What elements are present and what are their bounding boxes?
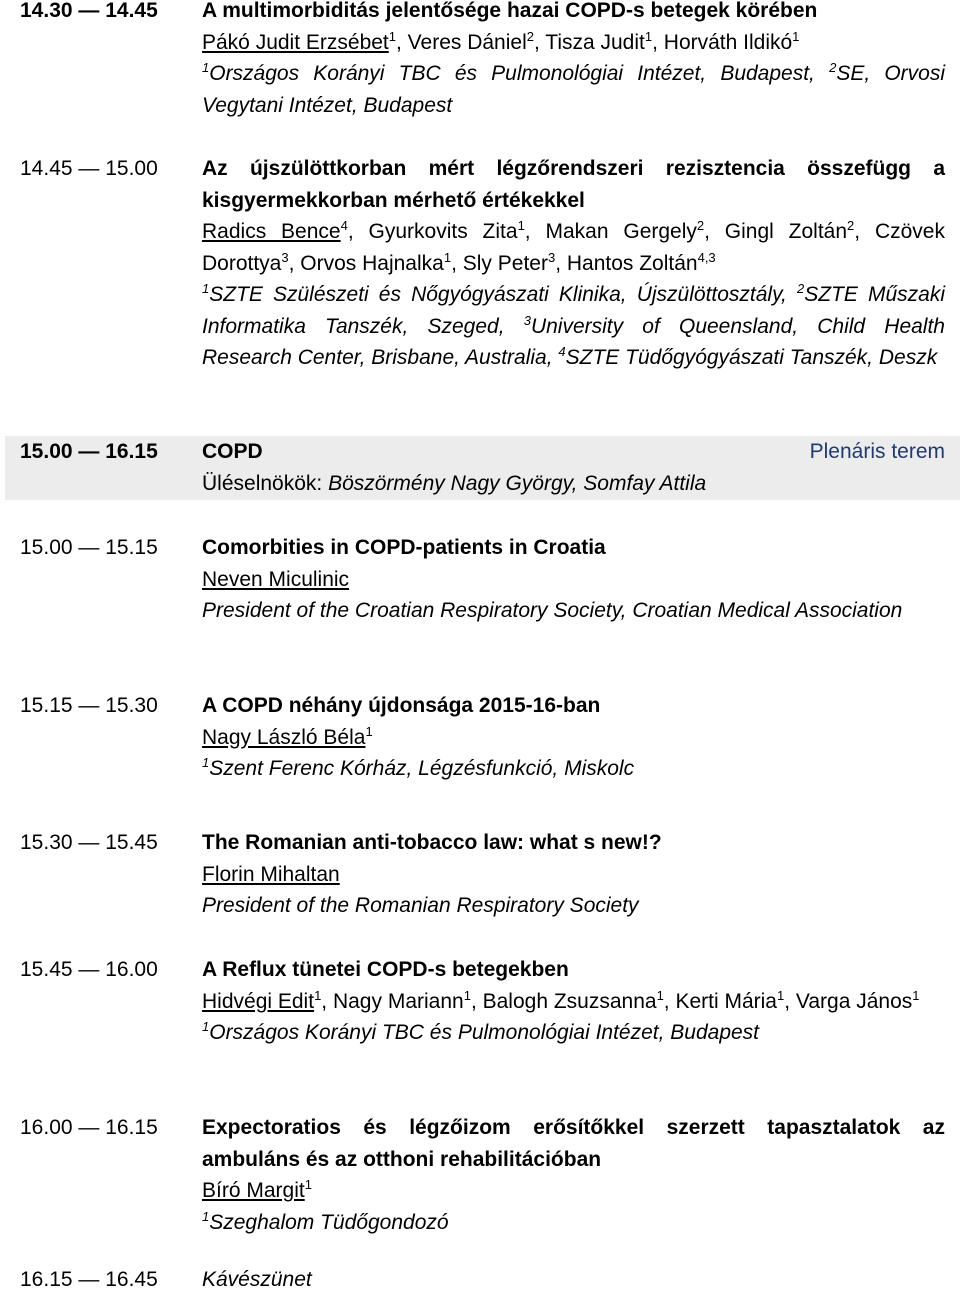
author-sup: 3 xyxy=(547,249,556,265)
program-item-content xyxy=(202,690,945,785)
affiliation-sup: 1 xyxy=(202,1208,210,1224)
author-name: , Balogh Zsuzsanna xyxy=(470,989,657,1013)
session-header xyxy=(5,436,960,500)
presenter-name: Hidvégi Edit xyxy=(202,989,315,1013)
author-sup: 2 xyxy=(696,218,705,233)
author-sup: 1 xyxy=(463,987,471,1003)
author-sup: 2 xyxy=(526,28,534,44)
program-item-content xyxy=(202,153,945,374)
author-name: , Makan Gergely xyxy=(524,220,697,243)
session-time: 15.00 — 16.15 xyxy=(20,440,158,463)
author-sup: 1 xyxy=(388,28,396,44)
affiliation-text: SZTE Tüdőgyógyászati Tanszék, Deszk xyxy=(565,346,938,369)
affiliation-list xyxy=(202,1017,945,1049)
affiliation-text: SZTE Szülészeti és Nőgyógyászati Klinika, Újszülöttosztály, xyxy=(209,283,797,306)
affiliation-sup: 1 xyxy=(202,281,210,296)
author-name: , Hantos Zoltán xyxy=(555,251,698,275)
affiliation-sup: 1 xyxy=(202,755,210,770)
session-title: COPD xyxy=(202,440,263,463)
author-name: , Horváth Ildikó xyxy=(652,30,793,54)
program-item-content xyxy=(202,1264,945,1296)
presenter-name: Bíró Margit xyxy=(202,1179,305,1202)
affiliation-sup: 3 xyxy=(523,312,531,328)
author-sup: 4 xyxy=(340,218,348,233)
presenter-name: Radics Bence xyxy=(202,220,341,243)
session-chairs-names: Böszörmény Nagy György, Somfay Attila xyxy=(328,471,707,495)
author-list xyxy=(202,986,945,1018)
author-name: , Veres Dániel xyxy=(396,30,527,54)
author-name: , Czövek Dorottya xyxy=(202,220,945,275)
affiliation-text: University of Queensland, Child Health Research Center, Brisbane, Australia, xyxy=(202,314,945,369)
affiliation-text: President of the Romanian Respiratory Society xyxy=(202,894,639,917)
session-chairs xyxy=(202,468,945,500)
presenter-name: Neven Miculinic xyxy=(202,567,350,591)
author-list xyxy=(202,216,945,279)
affiliation-text: Országos Korányi TBC és Pulmonológiai Intézet, Budapest, xyxy=(209,62,830,85)
affiliation-list xyxy=(202,753,945,785)
presenter-name: Florin Mihaltan xyxy=(202,862,340,886)
affiliation-list xyxy=(202,279,945,374)
session-room: Plenáris terem xyxy=(809,440,945,463)
affiliation-sup: 1 xyxy=(202,1019,210,1034)
affiliation-text: SZTE Műszaki Informatika Tanszék, Szeged, xyxy=(202,283,945,338)
author-sup: 1 xyxy=(304,1177,312,1192)
author-list xyxy=(202,859,945,891)
author-sup: 1 xyxy=(517,218,525,233)
affiliation-text: President of the Croatian Respiratory Society, Croatian Medical Association xyxy=(202,599,903,622)
author-list xyxy=(202,1175,945,1207)
affiliation-list xyxy=(202,58,945,121)
author-list xyxy=(202,27,945,59)
affiliation-sup: 4 xyxy=(558,344,566,359)
coffee-break-label: Kávészünet xyxy=(202,1268,312,1291)
talk-title: A COPD néhány újdonsága 2015-16-ban xyxy=(202,694,601,717)
presenter-name: Pákó Judit Erzsébet xyxy=(202,30,389,54)
author-list xyxy=(202,722,945,754)
talk-title: Expectoratios és légzőizom erősítőkkel szerzett tapasztalatok az ambuláns és az otthoni rehabilitációban xyxy=(202,1116,945,1171)
author-sup: 1 xyxy=(792,28,800,44)
time-slot: 14.30 — 14.45 xyxy=(20,0,158,22)
presenter-name: Nagy László Béla xyxy=(202,725,366,749)
affiliation-list xyxy=(202,1207,945,1239)
talk-title: Comorbities in COPD-patients in Croatia xyxy=(202,536,606,559)
talk-title: A Reflux tünetei COPD-s betegekben xyxy=(202,958,569,981)
author-name: , Varga János xyxy=(784,989,913,1013)
affiliation-sup: 1 xyxy=(202,60,210,75)
talk-title: A multimorbiditás jelentősége hazai COPD-s betegek körében xyxy=(202,0,818,22)
talk-title: The Romanian anti-tobacco law: what s new!? xyxy=(202,831,662,854)
author-sup: 1 xyxy=(443,249,452,265)
author-sup: 1 xyxy=(656,987,664,1003)
author-name: , Kerti Mária xyxy=(663,989,777,1013)
program-item-content xyxy=(202,827,945,922)
author-name: , Gingl Zoltán xyxy=(704,220,848,243)
author-name: , Gyurkovits Zita xyxy=(347,220,518,243)
time-slot: 14.45 — 15.00 xyxy=(20,157,158,180)
author-name: , Nagy Mariann xyxy=(321,989,464,1013)
author-sup: 1 xyxy=(912,987,920,1003)
affiliation-sup: 2 xyxy=(796,281,805,296)
author-sup: 2 xyxy=(847,218,855,233)
program-item-content xyxy=(202,1112,945,1238)
affiliation-text: Országos Korányi TBC és Pulmonológiai Intézet, Budapest xyxy=(209,1021,760,1044)
affiliation-text: SE, Orvosi Vegytani Intézet, Budapest xyxy=(202,62,946,117)
affiliation-sup: 2 xyxy=(829,60,837,75)
time-slot: 15.00 — 15.15 xyxy=(20,536,158,559)
author-sup: 1 xyxy=(365,723,373,739)
author-sup: 3 xyxy=(281,249,289,265)
time-slot: 16.00 — 16.15 xyxy=(20,1116,158,1139)
time-slot: 15.15 — 15.30 xyxy=(20,694,158,717)
author-name: , Tisza Judit xyxy=(533,30,645,54)
affiliation-text: Szeghalom Tüdőgondozó xyxy=(209,1210,449,1234)
author-sup: 1 xyxy=(314,987,322,1003)
talk-title: Az újszülöttkorban mért légzőrendszeri rezisztencia összefügg a kisgyermekkorban mérhető értékekkel xyxy=(202,157,945,212)
author-sup: 1 xyxy=(777,987,785,1003)
program-item-content xyxy=(202,954,945,1049)
program-item-content xyxy=(202,0,945,121)
time-slot: 15.30 — 15.45 xyxy=(20,831,158,854)
session-chairs-label: Üléselnökök: xyxy=(202,471,329,495)
author-name: , Sly Peter xyxy=(451,251,548,275)
affiliation-text: Szent Ferenc Kórház, Légzésfunkció, Miskolc xyxy=(209,757,635,780)
author-sup: 4,3 xyxy=(697,249,716,265)
program-item-content xyxy=(202,532,945,627)
author-list xyxy=(202,564,945,596)
time-slot: 15.45 — 16.00 xyxy=(20,958,158,981)
time-slot: 16.15 — 16.45 xyxy=(20,1268,158,1291)
author-sup: 1 xyxy=(644,28,653,44)
author-name: , Orvos Hajnalka xyxy=(288,251,444,275)
